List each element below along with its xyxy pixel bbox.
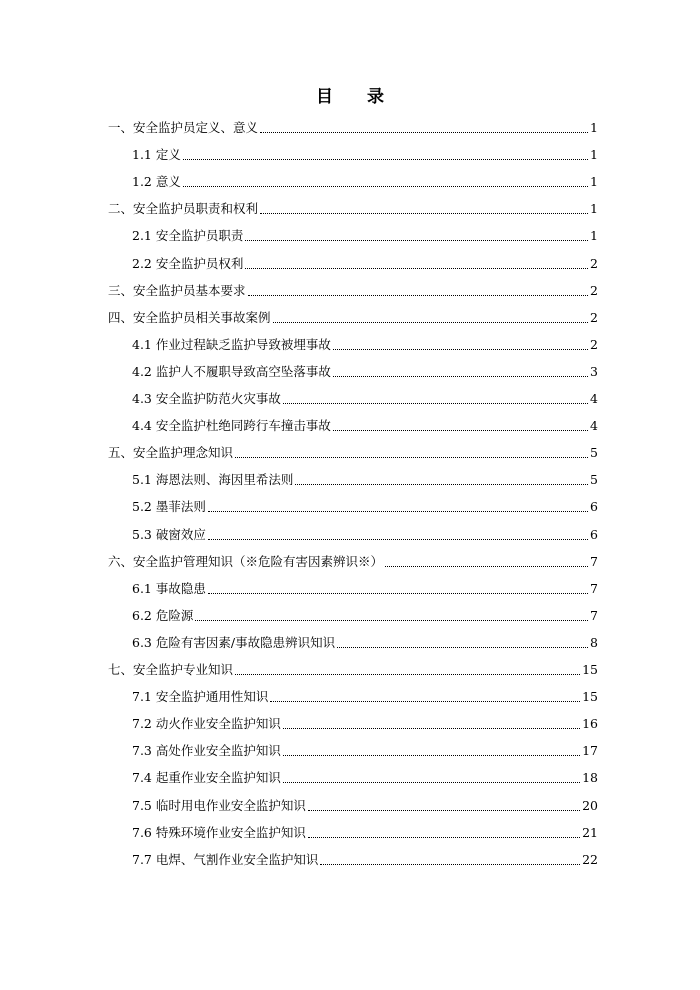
toc-entry[interactable] (132, 604, 598, 624)
toc-entry-text: 6.3 危险有害因素/事故隐患辨识知识 (132, 634, 336, 650)
toc-entry-text: 7.4 起重作业安全监护知识 (132, 770, 281, 786)
toc-entry[interactable] (132, 252, 598, 272)
toc-dot-leader (283, 403, 588, 404)
toc-dot-leader (235, 457, 588, 458)
toc-entry[interactable] (132, 170, 598, 190)
toc-page-number: 18 (582, 770, 598, 786)
toc-entry-text: 6.2 危险源 (132, 607, 194, 623)
toc-entry[interactable] (132, 821, 598, 841)
toc-entry-text: 6.1 事故隐患 (132, 580, 206, 596)
toc-page-number: 6 (590, 499, 598, 515)
toc-page-number: 7 (590, 607, 598, 623)
toc-page-number: 5 (590, 472, 598, 488)
toc-entry-text: 5.1 海恩法则、海因里希法则 (132, 472, 294, 488)
toc-entry[interactable] (108, 550, 598, 570)
toc-page-number: 2 (590, 255, 598, 271)
toc-entry[interactable] (132, 224, 598, 244)
toc-page-number: 17 (582, 743, 598, 759)
toc-entry-text: 7.1 安全监护通用性知识 (132, 689, 269, 705)
toc-dot-leader (235, 674, 580, 675)
toc-dot-leader (208, 593, 588, 594)
toc-entry-text: 2.2 安全监护员权利 (132, 255, 244, 271)
toc-dot-leader (245, 240, 588, 241)
toc-entry[interactable] (132, 495, 598, 515)
toc-entry-text: 二、安全监护员职责和权利 (108, 201, 259, 217)
toc-page-number: 4 (590, 391, 598, 406)
toc-entry-text: 1.2 意义 (132, 174, 181, 190)
toc-entry-text: 7.7 电焊、气割作业安全监护知识 (132, 851, 319, 867)
toc-dot-leader (248, 295, 589, 296)
toc-dot-leader (308, 837, 580, 838)
toc-entry-text: 四、安全监护员相关事故案例 (108, 309, 271, 325)
toc-dot-leader (333, 349, 588, 350)
toc-entry-text: 一、安全监护员定义、意义 (108, 120, 259, 135)
toc-page-number: 2 (590, 282, 598, 298)
toc-page-number: 1 (590, 201, 598, 217)
toc-entry[interactable] (132, 468, 598, 488)
toc-page-number: 4 (590, 418, 598, 434)
toc-page-number: 21 (582, 824, 598, 840)
toc-entry[interactable] (132, 387, 598, 407)
toc-page-number: 22 (582, 851, 598, 867)
toc-entry-text: 4.2 监护人不履职导致高空坠落事故 (132, 363, 331, 379)
toc-entry[interactable] (132, 712, 598, 732)
toc-entry-text: 7.2 动火作业安全监护知识 (132, 716, 281, 732)
toc-dot-leader (245, 268, 588, 269)
toc-page-number: 7 (590, 553, 598, 569)
toc-dot-leader (183, 186, 588, 187)
toc-entry[interactable] (132, 685, 598, 705)
toc-entry[interactable] (132, 360, 598, 380)
toc-page-number: 20 (582, 797, 598, 813)
toc-entry[interactable] (108, 658, 598, 678)
toc-page-number: 7 (590, 580, 598, 596)
toc-entry[interactable] (132, 631, 598, 651)
toc-entry[interactable] (108, 279, 598, 299)
toc-page-number: 15 (582, 662, 598, 677)
toc-entry-text: 1.1 定义 (132, 147, 181, 163)
toc-entry-text: 7.5 临时用电作业安全监护知识 (132, 797, 306, 813)
toc-dot-leader (208, 539, 588, 540)
toc-entry-text: 六、安全监护管理知识（※危险有害因素辨识※） (108, 553, 384, 569)
toc-entry[interactable] (108, 441, 598, 461)
toc-title: 目 录 (316, 87, 398, 107)
toc-dot-leader (183, 159, 588, 160)
toc-entry-text: 三、安全监护员基本要求 (108, 282, 246, 298)
toc-entry-text: 7.6 特殊环境作业安全监护知识 (132, 824, 306, 840)
toc-page-number: 1 (590, 174, 598, 190)
toc-page-number: 1 (590, 228, 598, 244)
toc-dot-leader (308, 810, 580, 811)
toc-page-number: 5 (590, 445, 598, 461)
toc-dot-leader (260, 213, 588, 214)
toc-page-number: 3 (590, 363, 598, 379)
toc-page-number: 2 (590, 336, 598, 352)
toc-entry[interactable] (132, 523, 598, 543)
toc-page-number: 2 (590, 309, 598, 325)
toc-entry-text: 5.2 墨菲法则 (132, 499, 206, 515)
toc-dot-leader (283, 782, 580, 783)
toc-entry-text: 7.3 高处作业安全监护知识 (132, 743, 281, 759)
toc-entry[interactable] (132, 414, 598, 434)
toc-entry-text: 七、安全监护专业知识 (108, 662, 234, 677)
toc-entry[interactable] (108, 197, 598, 217)
toc-entry-text: 4.1 作业过程缺乏监护导致被埋事故 (132, 336, 331, 352)
toc-entry-text: 5.3 破窗效应 (132, 526, 206, 542)
toc-entry[interactable] (132, 766, 598, 786)
toc-entry-text: 4.4 安全监护杜绝同跨行车撞击事故 (132, 418, 331, 434)
toc-dot-leader (270, 701, 580, 702)
toc-dot-leader (333, 376, 588, 377)
toc-dot-leader (295, 484, 588, 485)
toc-dot-leader (208, 511, 588, 512)
toc-entry-text: 2.1 安全监护员职责 (132, 228, 244, 244)
toc-entry[interactable] (132, 143, 598, 163)
toc-entry[interactable] (132, 794, 598, 814)
toc-page-number: 8 (590, 634, 598, 650)
toc-entry-text: 4.3 安全监护防范火灾事故 (132, 391, 281, 406)
toc-dot-leader (333, 430, 588, 431)
toc-page-number: 16 (582, 716, 598, 732)
toc-entry[interactable] (132, 333, 598, 353)
toc-entry[interactable] (108, 306, 598, 326)
toc-page-number: 15 (582, 689, 598, 705)
toc-entry[interactable] (132, 577, 598, 597)
toc-dot-leader (195, 620, 588, 621)
toc-entry[interactable] (132, 739, 598, 759)
toc-dot-leader (283, 728, 580, 729)
toc-page-number: 6 (590, 526, 598, 542)
toc-dot-leader (260, 132, 588, 133)
toc-dot-leader (385, 566, 588, 567)
toc-dot-leader (273, 322, 589, 323)
toc-entry[interactable] (132, 848, 598, 868)
toc-dot-leader (283, 755, 580, 756)
toc-page-number: 1 (590, 147, 598, 163)
toc-entry[interactable] (108, 116, 598, 136)
toc-dot-leader (337, 647, 588, 648)
toc-entry-text: 五、安全监护理念知识 (108, 445, 234, 461)
toc-dot-leader (320, 864, 580, 865)
toc-page-number: 1 (590, 120, 598, 135)
